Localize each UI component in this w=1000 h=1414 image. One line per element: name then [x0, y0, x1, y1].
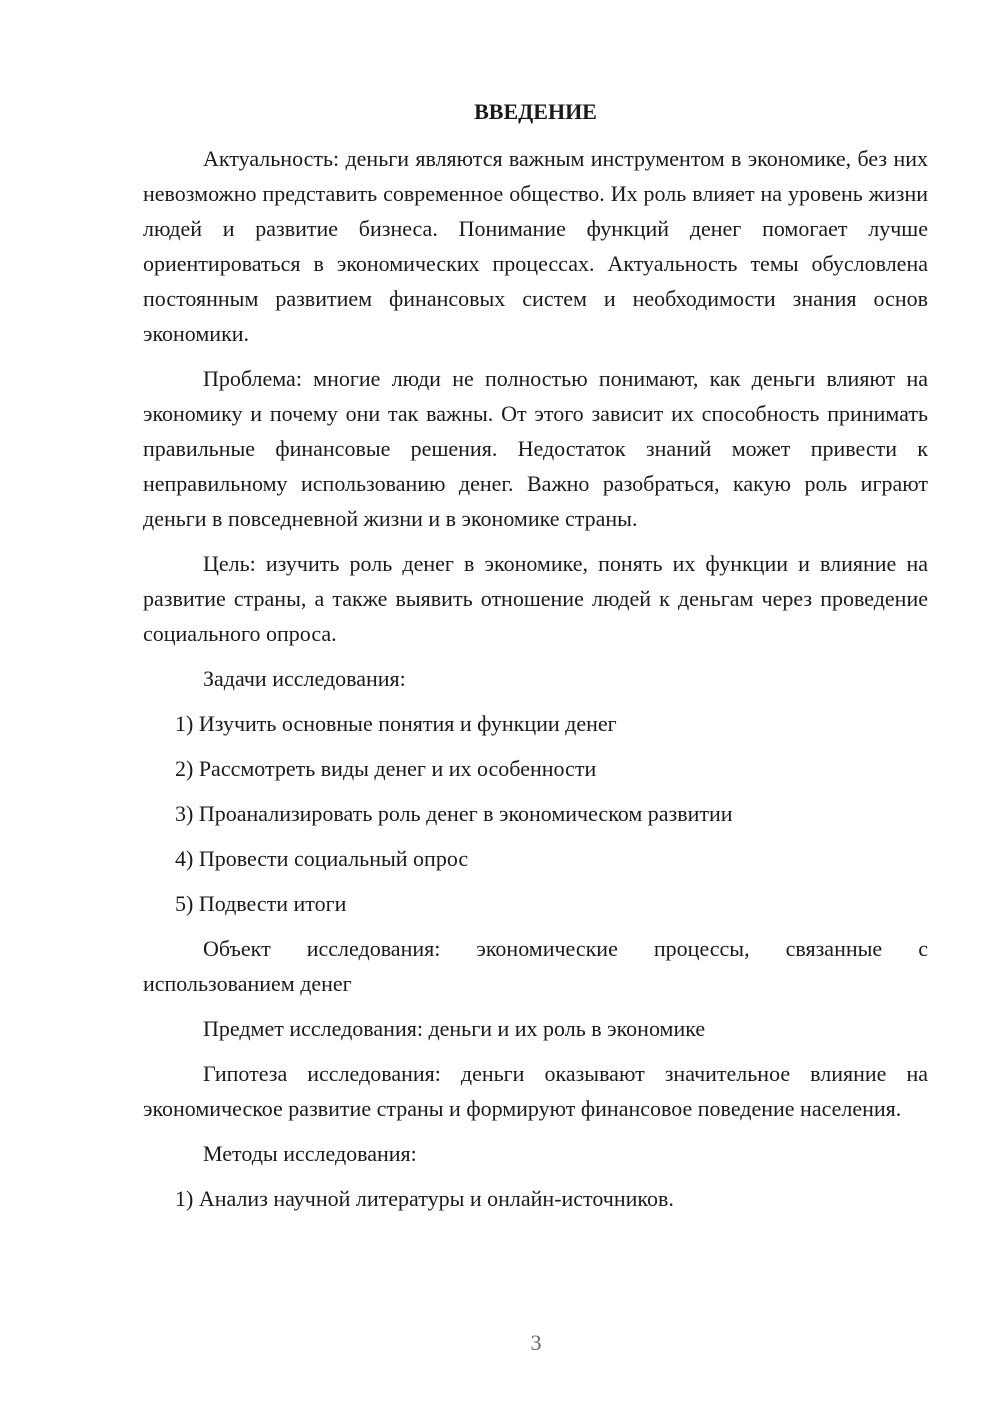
- task-item: 3) Проанализировать роль денег в экономическом развитии: [175, 801, 733, 826]
- page-number: 3: [530, 1330, 542, 1355]
- task-item: 5) Подвести итоги: [175, 891, 347, 916]
- subject-paragraph: Предмет исследования: деньги и их роль в экономике: [203, 1016, 706, 1041]
- methods-list: [143, 1181, 928, 1216]
- relevance-paragraph: Актуальность: деньги являются важным инструментом в экономике, без них невозможно представить современное общество. Их роль влияет на уровень жизни людей и развитие бизнеса. Понимание функций денег помогает лучше ориентироваться в экономических процессах. Актуальность темы обусловлена постоянным развитием финансовых систем и необходимости знания основ экономики.: [143, 146, 928, 346]
- object-paragraph: Объект исследования: экономические процессы, связанные с использованием денег: [143, 936, 928, 996]
- section-title: ВВЕДЕНИЕ: [474, 99, 597, 124]
- task-item: 4) Провести социальный опрос: [175, 846, 469, 871]
- goal-paragraph: Цель: изучить роль денег в экономике, понять их функции и влияние на развитие страны, а также выявить отношение людей к деньгам через проведение социального опроса.: [143, 551, 928, 646]
- hypothesis-paragraph: Гипотеза исследования: деньги оказывают значительное влияние на экономическое развитие страны и формируют финансовое поведение населения.: [143, 1061, 928, 1121]
- task-item: 2) Рассмотреть виды денег и их особенности: [175, 756, 597, 781]
- task-item: 1) Изучить основные понятия и функции денег: [175, 711, 617, 736]
- tasks-list: [143, 706, 928, 921]
- tasks-heading: Задачи исследования:: [203, 666, 406, 691]
- method-item: 1) Анализ научной литературы и онлайн-источников.: [175, 1186, 674, 1211]
- problem-paragraph: Проблема: многие люди не полностью понимают, как деньги влияют на экономику и почему они так важны. От этого зависит их способность принимать правильные финансовые решения. Недостаток знаний может привести к неправильному использованию денег. Важно разобраться, какую роль играют деньги в повседневной жизни и в экономике страны.: [143, 366, 928, 531]
- page-content: [143, 94, 928, 1216]
- methods-heading: Методы исследования:: [203, 1141, 417, 1166]
